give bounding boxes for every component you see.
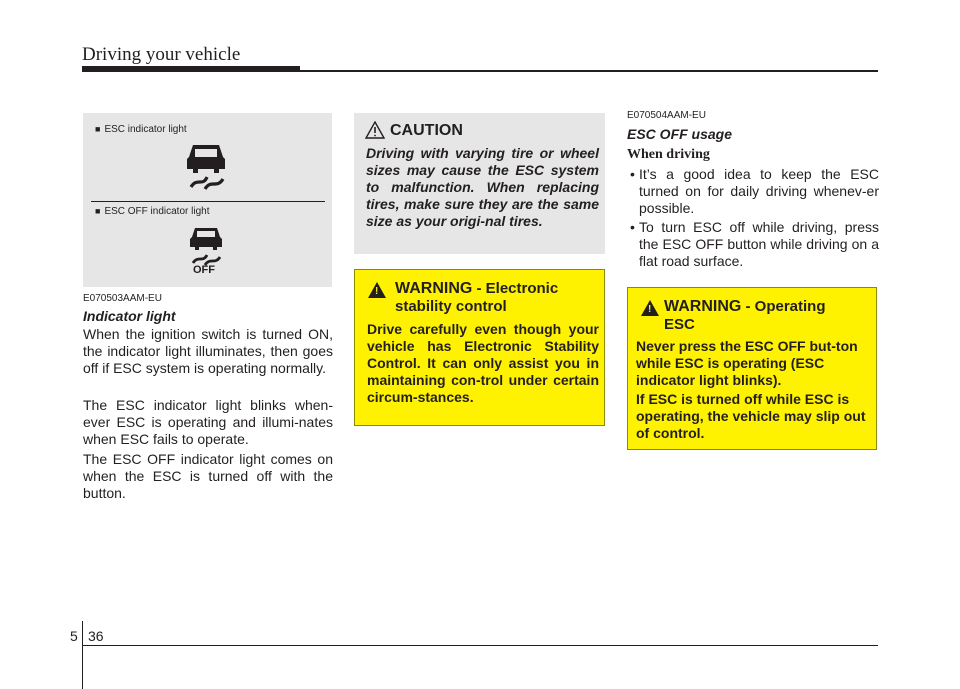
warning-body: Drive carefully even though your vehicle has Electronic Stability Control. It can only assist you in maintaining con-trol under certain circum-stances. (367, 321, 599, 405)
warning-title: WARNING - Electronic stability control (395, 280, 559, 315)
figure-divider (91, 201, 325, 202)
paragraph: When the ignition switch is turned ON, the indicator light illuminates, then goes off if ESC system is operating normally. (83, 326, 333, 376)
chapter-number: 5 (70, 628, 78, 644)
header-rule-thick (82, 66, 300, 72)
warning-title: WARNING - Operating ESC (664, 298, 826, 333)
page-number: 36 (88, 628, 104, 644)
caution-body: Driving with varying tire or wheel sizes may cause the ESC system to malfunction. When replacing tires, make sure they are the same size as your origi-nal tires. (366, 145, 599, 229)
warning-body: Never press the ESC OFF but-ton while ESC is operating (ESC indicator light blinks). (636, 338, 858, 388)
section-code: E070503AAM-EU (83, 293, 162, 304)
caution-triangle-icon (365, 121, 385, 139)
when-driving-heading: When driving (627, 147, 710, 162)
warning-box-operating: ! WARNING - Operating ESC Never press the ESC OFF but-ton while ESC is operating (ESC indicator light blinks). If ESC is turned off while ESC is operating, the vehicle may slip out of control. (627, 287, 877, 450)
list-item: To turn ESC off while driving, press the ESC OFF button while driving on a flat road surface. (639, 219, 879, 269)
caution-title: CAUTION (390, 122, 463, 139)
section-subheading: ESC OFF usage (627, 126, 733, 142)
esc-off-indicator-caption: ■ ESC OFF indicator light (95, 206, 210, 217)
footer-rule (82, 645, 878, 646)
paragraph: The ESC OFF indicator light comes on when the ESC is turned off with the button. (83, 451, 333, 501)
esc-indicator-caption: ■ ESC indicator light (95, 124, 187, 135)
indicator-figure (83, 113, 332, 287)
section-code: E070504AAM-EU (627, 110, 706, 121)
bullet-dot: • (630, 166, 635, 182)
page-header-title: Driving your vehicle (82, 44, 241, 65)
caution-box (354, 113, 605, 254)
bullet-dot: • (630, 219, 635, 235)
warning-body: If ESC is turned off while ESC is operating, the vehicle may slip out of control. (636, 391, 866, 441)
off-label: OFF (193, 264, 215, 276)
esc-car-skid-icon (183, 141, 229, 193)
footer-vertical-rule (82, 621, 83, 689)
warning-box-esc: ! WARNING - Electronic stability control Drive carefully even though your vehicle has Electronic Stability Control. It can only assist you in maintaining con-trol under certain circum-stances. (354, 269, 605, 426)
section-subheading: Indicator light (83, 308, 176, 324)
header-rule-thin (300, 70, 878, 72)
list-item: It’s a good idea to keep the ESC turned on for daily driving whenev-er possible. (639, 166, 879, 216)
paragraph: The ESC indicator light blinks when-ever ESC is operating and illumi-nates when ESC fails to operate. (83, 397, 333, 447)
esc-off-car-skid-icon (187, 225, 225, 267)
